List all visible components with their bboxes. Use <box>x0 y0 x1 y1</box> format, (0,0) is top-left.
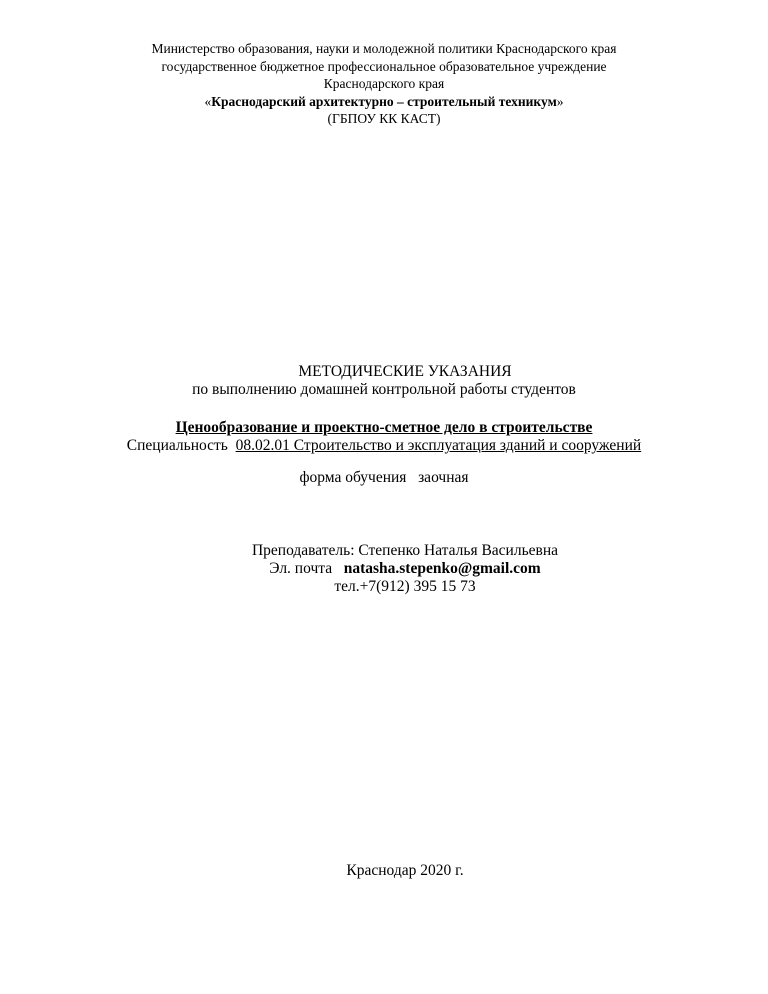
document-title-line <box>0 363 768 381</box>
college-name-line <box>0 94 768 110</box>
institution-line-2 <box>0 76 768 92</box>
ministry-line <box>0 41 768 57</box>
document-title: МЕТОДИЧЕСКИЕ УКАЗАНИЯ <box>298 363 512 380</box>
college-abbr-line <box>0 111 768 127</box>
phone-value: тел.+7(912) 395 15 73 <box>334 578 476 595</box>
study-form-label: форма обучения <box>299 469 407 486</box>
specialty-label: Специальность <box>126 437 228 454</box>
discipline-line <box>0 419 768 437</box>
ministry-text: Министерство образования, науки и молодежной политики Краснодарского края <box>151 41 617 56</box>
teacher-line <box>0 542 768 560</box>
email-label: Эл. почта <box>269 560 333 577</box>
document-subtitle-line <box>0 381 768 399</box>
institution-text-1: государственное бюджетное профессиональное образовательное учреждение <box>161 59 607 74</box>
college-name: Краснодарский архитектурно – строительный техникум <box>211 94 557 109</box>
study-form-line <box>0 469 768 487</box>
study-form-value: заочная <box>418 469 469 486</box>
teacher-name: Степенко Наталья Васильевна <box>358 542 559 559</box>
city-year-line <box>0 862 768 880</box>
specialty-value: 08.02.01 Строительство и эксплуатация зданий и сооружений <box>235 437 642 454</box>
teacher-label: Преподаватель: <box>251 542 355 559</box>
institution-line-1 <box>0 59 768 75</box>
city-year: Краснодар 2020 г. <box>346 862 464 879</box>
email-line <box>0 560 768 578</box>
college-abbr: (ГБПОУ КК КАСТ) <box>327 111 441 126</box>
document-subtitle: по выполнению домашней контрольной работы студентов <box>192 381 576 398</box>
phone-line <box>0 578 768 596</box>
college-open-quote: « <box>204 94 212 109</box>
email-value: natasha.stepenko@gmail.com <box>343 560 541 577</box>
college-close-quote: » <box>556 94 564 109</box>
specialty-line <box>0 437 768 455</box>
discipline-name: Ценообразование и проектно-сметное дело в строительстве <box>175 419 593 436</box>
institution-text-2: Краснодарского края <box>323 76 445 91</box>
